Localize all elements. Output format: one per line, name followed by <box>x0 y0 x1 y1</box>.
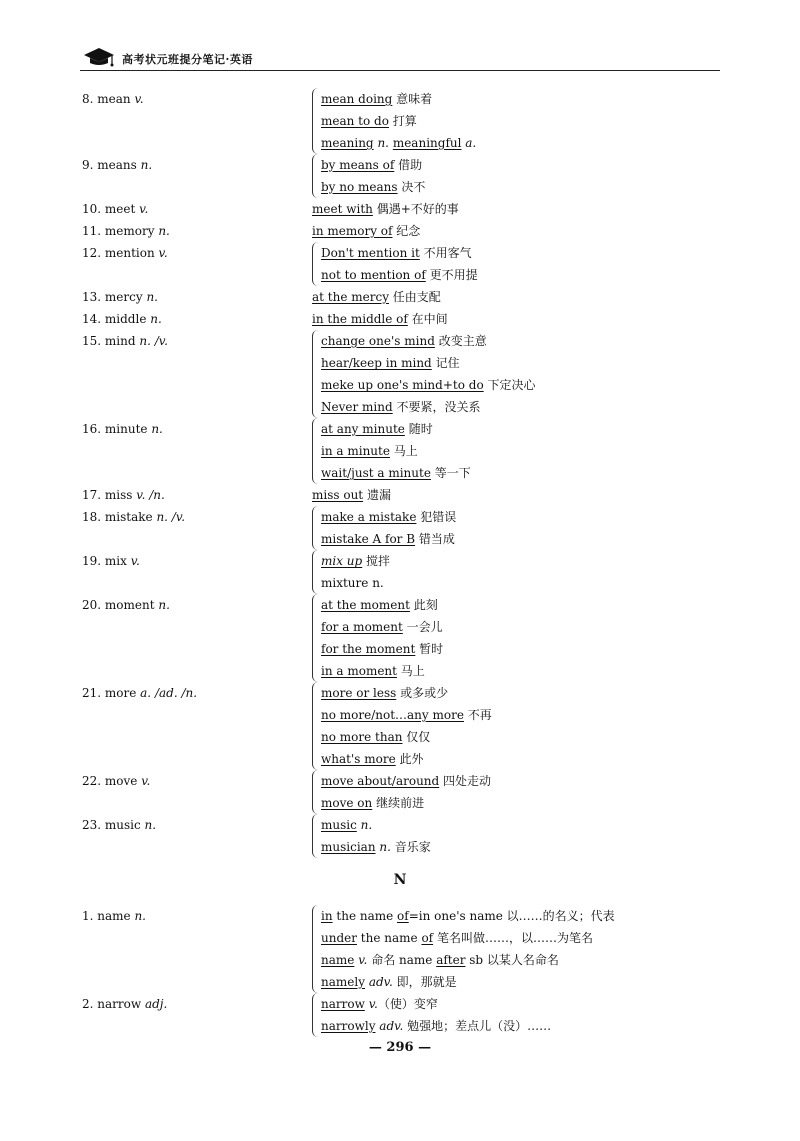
phrase-gloss: 此刻 <box>409 598 438 612</box>
phrase-line <box>321 748 492 770</box>
phrase-term: mix up <box>321 554 363 568</box>
phrase-gloss: 任由支配 <box>388 290 441 304</box>
headword <box>82 550 140 572</box>
phrase-group <box>312 594 443 682</box>
phrase-gloss: 此外 <box>395 752 424 766</box>
phrase-line <box>321 572 390 594</box>
phrase-line <box>321 506 456 528</box>
phrase-term: meke up one's mind+to do <box>321 378 484 392</box>
headword <box>82 594 170 616</box>
phrase-term: narrowly <box>321 1019 376 1033</box>
phrase-term: no more/not…any more <box>321 708 464 722</box>
phrase-line <box>321 682 492 704</box>
phrase-line <box>321 264 478 286</box>
phrase-gloss: 命名 name <box>367 953 437 967</box>
phrase-line <box>321 594 443 616</box>
phrase-group <box>312 418 471 484</box>
phrase-gloss: （使）变窄 <box>377 997 438 1011</box>
phrase-term: more or less <box>321 686 397 700</box>
part-of-speech: n. <box>144 818 157 832</box>
phrase-line <box>321 154 425 176</box>
phrase-line <box>321 462 471 484</box>
phrase-group <box>312 286 441 308</box>
phrase-term: by means of <box>321 158 395 172</box>
phrase-term: wait/just a minute <box>321 466 431 480</box>
part-of-speech: v. <box>158 246 168 260</box>
phrase-gloss: 在中间 <box>407 312 448 326</box>
phrase-line <box>321 440 471 462</box>
phrase-group <box>312 682 492 770</box>
phrase-term: music <box>321 818 357 832</box>
phrase-gloss: 等一下 <box>430 466 471 480</box>
part-of-speech: n. /v. <box>139 334 168 348</box>
phrase-gloss: 意味着 <box>392 92 433 106</box>
phrase-term: mean doing <box>321 92 393 106</box>
phrase-gloss: 更不用提 <box>425 268 478 282</box>
phrase-term: in memory of <box>312 224 393 238</box>
part-of-speech: v. <box>130 554 140 568</box>
headword <box>82 154 152 176</box>
headword-text: 15. mind <box>82 334 140 348</box>
phrase-term: of <box>421 931 434 945</box>
phrase-group <box>312 220 420 242</box>
phrase-term: what's more <box>321 752 396 766</box>
part-of-speech: a. /ad. /n. <box>140 686 198 700</box>
phrase-gloss: 打算 <box>388 114 417 128</box>
phrase-term: after <box>436 953 466 967</box>
phrase-line <box>321 704 492 726</box>
phrase-gloss: 决不 <box>397 180 426 194</box>
phrase-gloss: sb 以某人名命名 <box>465 953 559 967</box>
phrase-gloss: 勉强地；差点儿（没）…… <box>403 1019 552 1033</box>
phrase-line <box>312 198 459 220</box>
headword-text: 16. minute <box>82 422 152 436</box>
phrase-gloss: 改变主意 <box>434 334 487 348</box>
headword-text: 12. mention <box>82 246 159 260</box>
phrase-group <box>312 484 391 506</box>
phrase-group <box>312 770 491 814</box>
phrase-term: at any minute <box>321 422 405 436</box>
part-of-speech: n. <box>146 290 158 304</box>
phrase-line <box>321 770 491 792</box>
phrase-term: under <box>321 931 357 945</box>
phrase-line <box>321 638 443 660</box>
phrase-term: miss out <box>312 488 364 502</box>
part-of-speech: v. <box>134 92 144 106</box>
phrase-term: move about/around <box>321 774 440 788</box>
phrase-line <box>321 242 478 264</box>
phrase-group <box>312 308 448 330</box>
phrase-gloss: 错当成 <box>415 532 455 546</box>
page-number: — 296 — <box>368 1040 432 1055</box>
phrase-term: of <box>397 909 409 923</box>
phrase-line <box>312 484 391 506</box>
phrase-gloss: 偶遇+不好的事 <box>372 202 459 216</box>
phrase-group <box>312 993 551 1037</box>
phrase-line <box>321 792 491 814</box>
phrase-line <box>321 110 476 132</box>
part-of-speech: v. <box>141 774 151 788</box>
phrase-term: musician <box>321 840 376 854</box>
part-of-speech: n. /v. <box>156 510 186 524</box>
header-title: 高考状元班提分笔记·英语 <box>122 53 253 66</box>
phrase-group <box>312 154 425 198</box>
phrase-line <box>321 905 615 927</box>
phrase-line <box>321 949 615 971</box>
phrase-term: by no means <box>321 180 398 194</box>
headword-text: 23. music <box>82 818 145 832</box>
phrase-gloss: the name <box>356 931 422 945</box>
part-of-speech: n. <box>151 422 163 436</box>
phrase-group <box>312 330 536 418</box>
phrase-line <box>321 550 390 572</box>
phrase-gloss: 暂时 <box>415 642 444 656</box>
headword <box>82 484 165 506</box>
phrase-term: in the middle of <box>312 312 408 326</box>
phrase-line <box>321 971 615 993</box>
headword-text: 10. meet <box>82 202 140 216</box>
phrase-term: hear/keep in mind <box>321 356 432 370</box>
phrase-line <box>321 616 443 638</box>
phrase-gloss: n. <box>360 818 373 832</box>
phrase-term: meaningful <box>392 136 462 150</box>
phrase-term: at the moment <box>321 598 410 612</box>
phrase-gloss: the name <box>332 909 398 923</box>
phrase-gloss: 马上 <box>389 444 418 458</box>
phrase-term: change one's mind <box>321 334 435 348</box>
phrase-line <box>312 308 448 330</box>
phrase-gloss: adv. <box>368 975 393 989</box>
phrase-gloss: =in one's name 以……的名义；代表 <box>408 909 615 923</box>
headword-text: 17. miss <box>82 488 137 502</box>
phrase-line <box>321 132 476 154</box>
phrase-term: Never mind <box>321 400 393 414</box>
phrase-term: make a mistake <box>321 510 417 524</box>
headword <box>82 286 158 308</box>
phrase-gloss: mixture n. <box>321 576 384 590</box>
phrase-group <box>312 242 478 286</box>
headword <box>82 993 167 1015</box>
phrase-gloss: 笔名叫做……，以……为笔名 <box>433 931 593 945</box>
phrase-line <box>321 927 615 949</box>
phrase-gloss: n. <box>377 136 389 150</box>
phrase-gloss: 搅拌 <box>362 554 391 568</box>
phrase-gloss: adv. <box>379 1019 404 1033</box>
headword-text: 21. more <box>82 686 141 700</box>
part-of-speech: n. <box>158 598 170 612</box>
phrase-term: in a moment <box>321 664 397 678</box>
headword-text: 14. middle <box>82 312 151 326</box>
phrase-term: name <box>321 953 355 967</box>
phrase-term: for the moment <box>321 642 416 656</box>
phrase-term: meaning <box>321 136 374 150</box>
headword <box>82 682 197 704</box>
phrase-line <box>321 396 536 418</box>
phrase-line <box>321 374 536 396</box>
headword-text: 20. moment <box>82 598 159 612</box>
phrase-line <box>321 993 551 1015</box>
phrase-gloss: 一会儿 <box>402 620 443 634</box>
headword <box>82 330 168 352</box>
phrase-gloss: 遗漏 <box>363 488 391 502</box>
part-of-speech: n. <box>158 224 170 238</box>
phrase-gloss: v. <box>358 953 368 967</box>
headword <box>82 814 156 836</box>
headword <box>82 198 148 220</box>
phrase-gloss: 记住 <box>431 356 460 370</box>
headword-text: 22. move <box>82 774 142 788</box>
phrase-term: in <box>321 909 333 923</box>
headword-text: 8. mean <box>82 92 135 106</box>
phrase-gloss: 纪念 <box>392 224 421 238</box>
headword <box>82 220 170 242</box>
headword-text: 2. narrow <box>82 997 145 1011</box>
headword <box>82 770 150 792</box>
phrase-line <box>321 418 471 440</box>
headword <box>82 905 146 927</box>
phrase-term: no more than <box>321 730 403 744</box>
phrase-term: at the mercy <box>312 290 389 304</box>
phrase-line <box>321 814 431 836</box>
part-of-speech: v. <box>139 202 149 216</box>
phrase-gloss: 下定决心 <box>483 378 536 392</box>
part-of-speech: n. <box>150 312 162 326</box>
phrase-group <box>312 905 615 993</box>
phrase-gloss: 即，那就是 <box>392 975 457 989</box>
phrase-group <box>312 198 459 220</box>
headword <box>82 418 163 440</box>
phrase-line <box>321 1015 551 1037</box>
headword-text: 18. mistake <box>82 510 157 524</box>
headword <box>82 88 144 110</box>
phrase-gloss: 不要紧，没关系 <box>392 400 481 414</box>
part-of-speech: adj. <box>144 997 168 1011</box>
part-of-speech: v. /n. <box>136 488 165 502</box>
phrase-line <box>321 836 431 858</box>
phrase-gloss: 不用客气 <box>419 246 472 260</box>
headword <box>82 308 162 330</box>
phrase-line <box>321 330 536 352</box>
part-of-speech: n. <box>134 909 146 923</box>
phrase-gloss: 音乐家 <box>390 840 431 854</box>
phrase-term: mistake A for B <box>321 532 416 546</box>
phrase-term: in a minute <box>321 444 390 458</box>
phrase-group <box>312 550 390 594</box>
phrase-line <box>321 660 443 682</box>
phrase-line <box>321 176 425 198</box>
phrase-group <box>312 506 456 550</box>
phrase-gloss: 或多或少 <box>396 686 449 700</box>
headword <box>82 242 168 264</box>
phrase-term: move on <box>321 796 373 810</box>
headword-text: 1. name <box>82 909 135 923</box>
section-heading-n: N <box>393 872 407 888</box>
phrase-term: mean to do <box>321 114 389 128</box>
phrase-term: namely <box>321 975 365 989</box>
phrase-term: not to mention of <box>321 268 426 282</box>
phrase-line <box>321 88 476 110</box>
phrase-gloss: 仅仅 <box>402 730 431 744</box>
phrase-term: narrow <box>321 997 365 1011</box>
phrase-group <box>312 88 476 154</box>
phrase-gloss: a. <box>465 136 477 150</box>
phrase-gloss: 犯错误 <box>416 510 457 524</box>
phrase-gloss: 四处走动 <box>439 774 492 788</box>
part-of-speech: n. <box>140 158 153 172</box>
phrase-line <box>321 352 536 374</box>
phrase-gloss: 继续前进 <box>372 796 425 810</box>
phrase-gloss: n. <box>379 840 391 854</box>
phrase-line <box>321 726 492 748</box>
headword <box>82 506 185 528</box>
phrase-gloss: v. <box>368 997 378 1011</box>
headword-text: 19. mix <box>82 554 131 568</box>
headword-text: 11. memory <box>82 224 159 238</box>
phrase-line <box>321 528 456 550</box>
phrase-term: Don't mention it <box>321 246 420 260</box>
phrase-term: for a moment <box>321 620 403 634</box>
headword-text: 9. means <box>82 158 141 172</box>
phrase-group <box>312 814 431 858</box>
phrase-term: meet with <box>312 202 373 216</box>
phrase-gloss: 随时 <box>404 422 433 436</box>
phrase-gloss: 马上 <box>396 664 425 678</box>
phrase-line <box>312 286 441 308</box>
phrase-gloss: 不再 <box>463 708 492 722</box>
phrase-gloss: 借助 <box>394 158 423 172</box>
headword-text: 13. mercy <box>82 290 147 304</box>
phrase-line <box>312 220 420 242</box>
